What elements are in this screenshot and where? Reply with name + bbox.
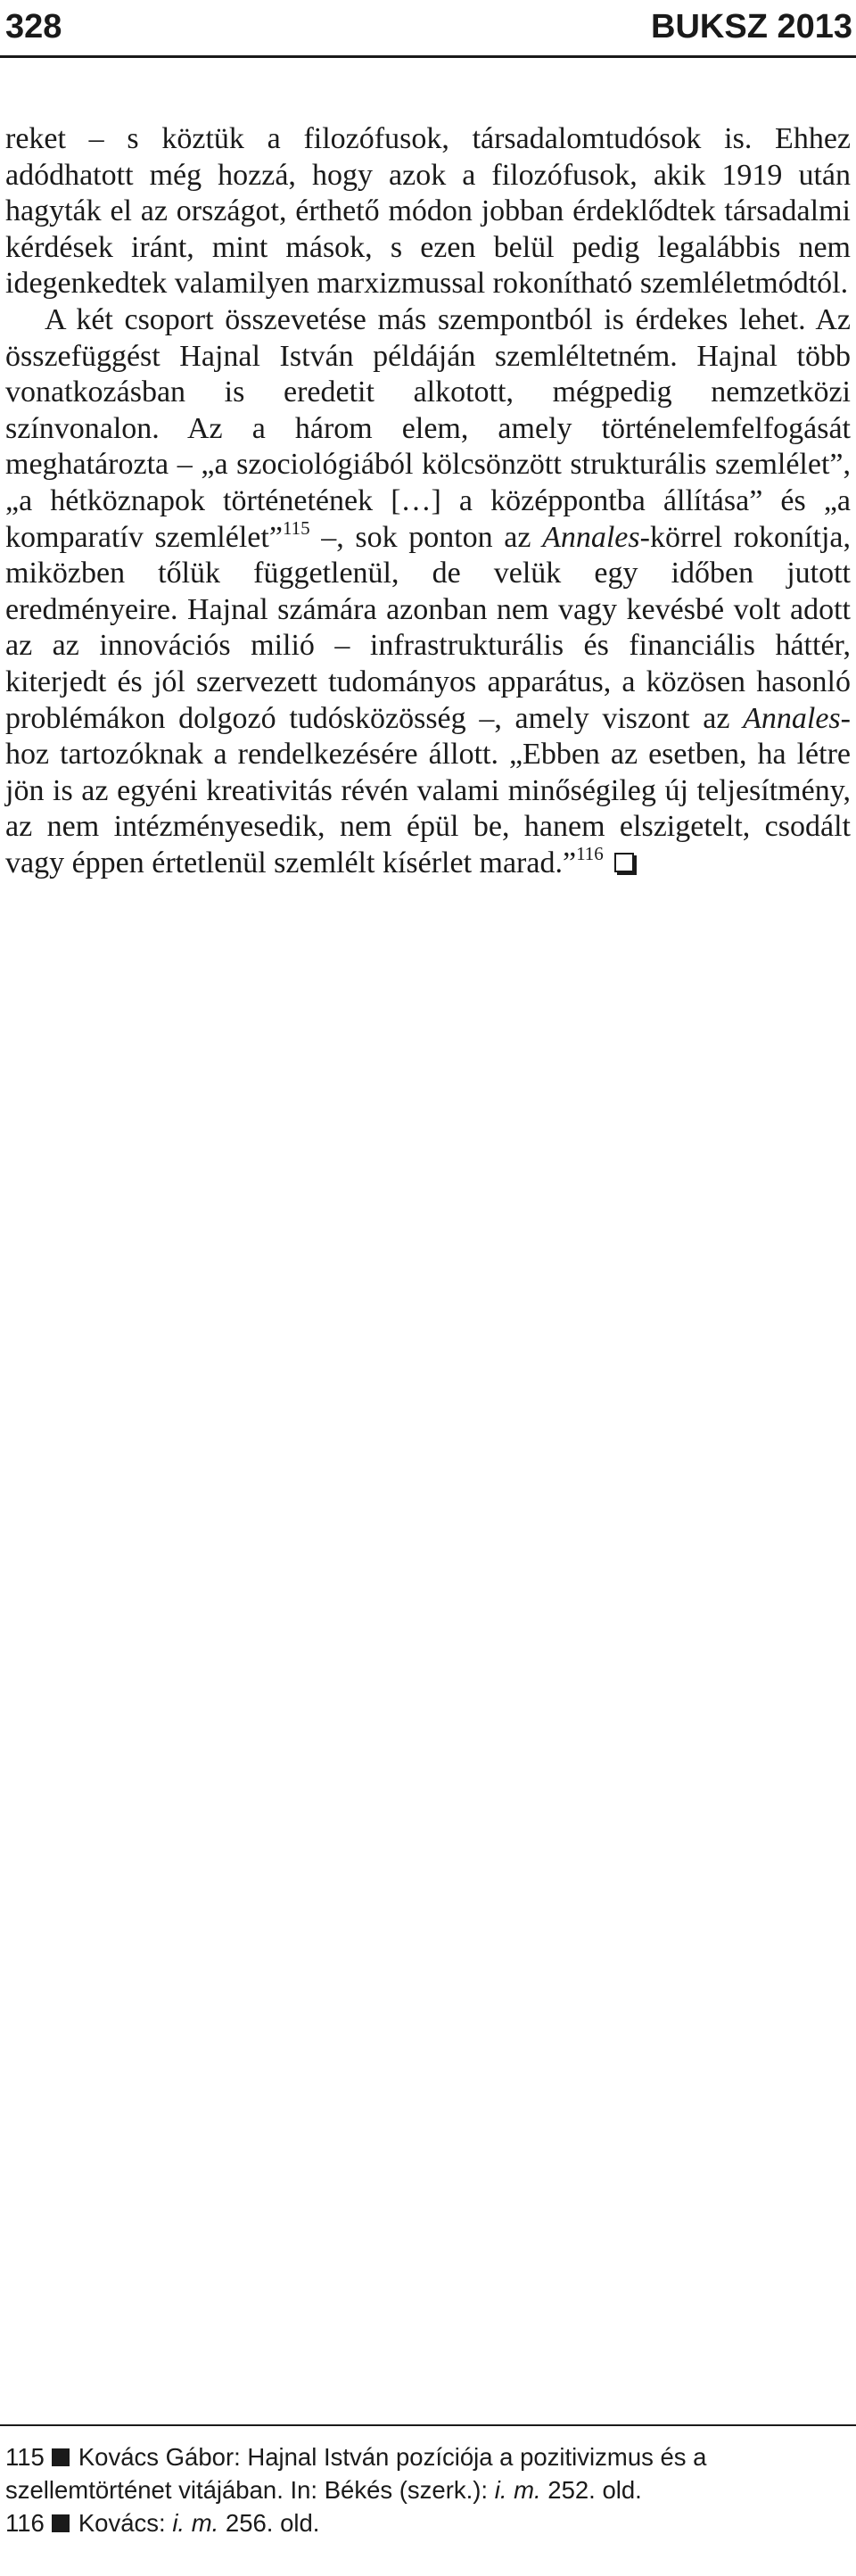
footnote-rule [0, 2424, 856, 2426]
black-square-icon [52, 2448, 70, 2466]
footnote-text-end: 252. old. [540, 2476, 642, 2504]
footnote-text: Kovács: [78, 2509, 173, 2537]
footnote-text: Kovács Gábor: Hajnal István pozíciója a pozitivizmus és a szellemtörténet vitájában. In: Békés (szerk.): [5, 2443, 707, 2504]
page-header [0, 0, 856, 62]
footnote-number: 116 [5, 2509, 45, 2537]
annales-italic-2: Annales [743, 701, 841, 735]
paragraph-2-text-c: -körrel rokonítja, miközben tőlük függetlenül, de velük egy időben jutott eredményeire. Hajnal számára azonban nem vagy kevésbé volt adott az az innovációs milió – infrastrukturális és financiális háttér, kiterjedt és jól szervezett tudományos apparátus, a közösen hasonló problémákon dolgozó tudósközösség –, amely viszont az [5, 520, 851, 735]
footnotes [5, 2440, 852, 2539]
paragraph-2 [5, 302, 851, 882]
paragraph-2-text-d: -hoz tartozóknak a rendelkezésére állott. „Ebben az esetben, ha létre jön is az egyéni kreativitás révén valami minőségileg új teljesítmény, az nem intézményesedik, nem épül be, hanem elszigetelt, csodált vagy éppen értetlenül szemlélt kísérlet marad.” [5, 701, 851, 879]
journal-title: BUKSZ 2013 [651, 8, 852, 45]
footnote-text-end: 256. old. [218, 2509, 320, 2537]
black-square-icon [52, 2514, 70, 2532]
footnote-italic: i. m. [172, 2509, 219, 2537]
page-number: 328 [5, 8, 62, 45]
paragraph-2-text-a: A két csoport összevetése más szempontból is érdekes lehet. Az összefüggést Hajnal István példáján szemléltetném. Hajnal több vonatkozásban is eredetit alkotott, mégpedig nemzetközi színvonalon. Az a három elem, amely történelemfelfogását meghatározta – „a szociológiából kölcsönzött strukturális szemlélet”, „a hétköznapok történetének […] a középpontba állítása” és „a komparatív szemlélet” [5, 302, 851, 554]
body-text [5, 121, 851, 881]
header-rule [0, 55, 856, 58]
footnote-115 [5, 2440, 852, 2506]
footnote-116 [5, 2506, 852, 2539]
end-of-article-square-icon [614, 853, 634, 872]
footnote-ref-115[interactable]: 115 [282, 516, 310, 539]
footnote-ref-116[interactable]: 116 [576, 842, 604, 864]
paragraph-1: reket – s köztük a filozófusok, társadalomtudósok is. Ehhez adódhatott még hozzá, hogy azok a filozófusok, akik 1919 után hagyták el az országot, érthető módon jobban érdeklődtek társadalmi kérdések iránt, mint mások, s ezen belül pedig legalábbis nem idegenkedtek valamilyen marxizmussal rokonítható szemléletmódtól. [5, 122, 851, 301]
footnote-number: 115 [5, 2443, 45, 2471]
footnote-italic: i. m. [494, 2476, 541, 2504]
paragraph-2-text-b: –, sok ponton az [309, 520, 543, 554]
annales-italic-1: Annales [542, 520, 640, 554]
